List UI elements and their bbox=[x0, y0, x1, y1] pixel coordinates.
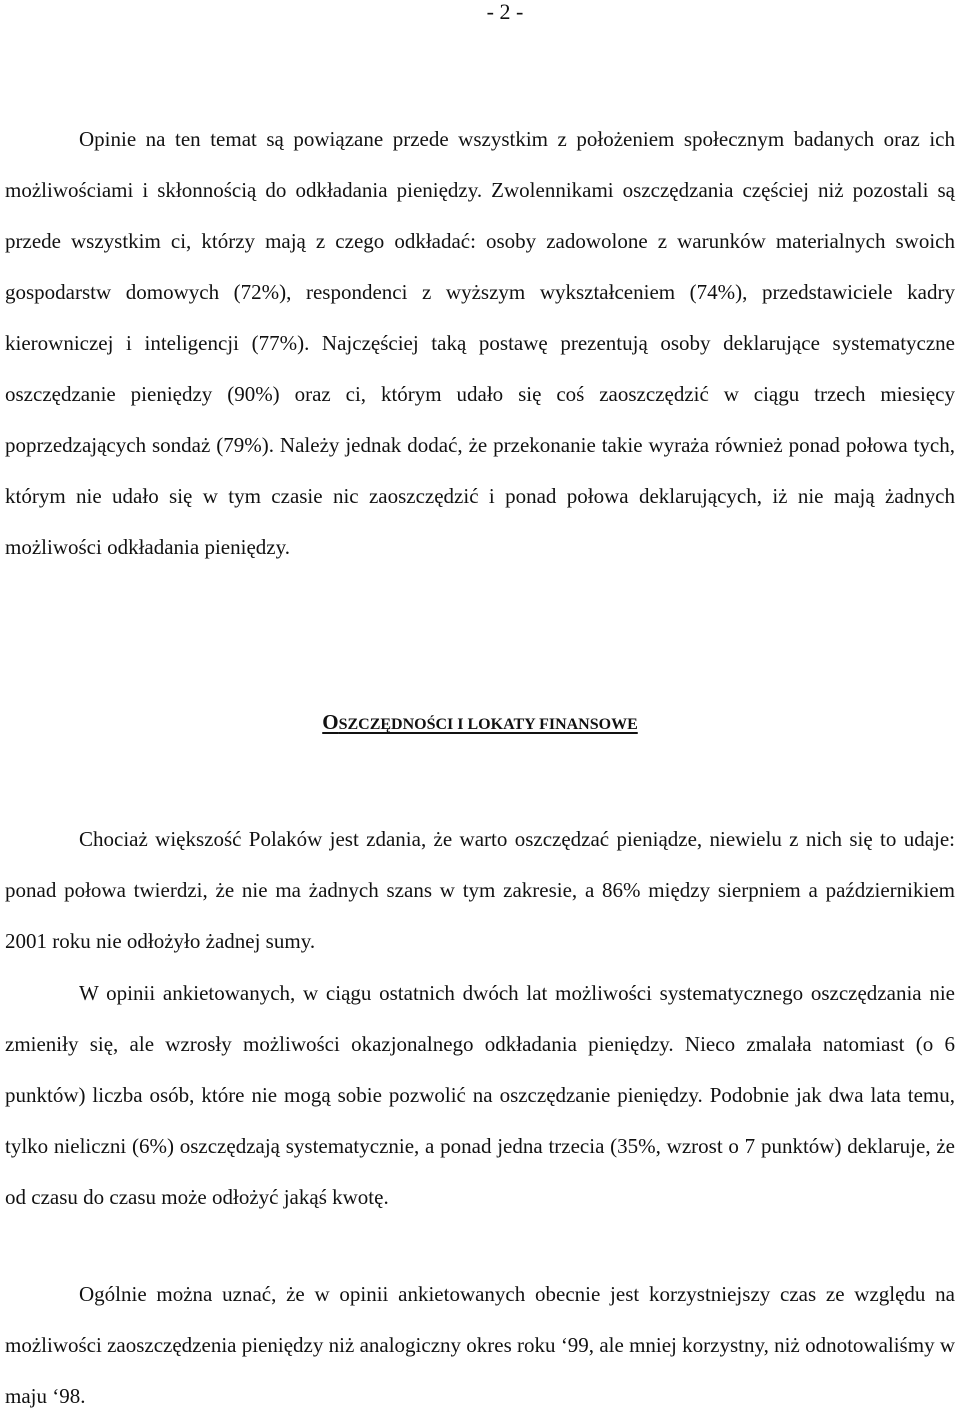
page-number: - 2 - bbox=[486, 0, 524, 24]
section-paragraph-1: Chociaż większość Polaków jest zdania, że warto oszczędzać pieniądze, niewielu z nich się to udaje: ponad połowa twierdzi, że nie ma żadnych szans w tym zakresie, a 86% między sierpniem a październikiem 2001 roku nie odłożyło żadnej sumy. bbox=[5, 827, 955, 953]
section-heading-rest: SZCZĘDNOŚCI I LOKATY FINANSOWE bbox=[338, 716, 638, 733]
intro-paragraph: Opinie na ten temat są powiązane przede wszystkim z położeniem społecznym badanych oraz ich możliwościami i skłonnością do odkładania pieniędzy. Zwolennikami oszczędzania częściej niż pozostali są przede wszystkim ci, którzy mają z czego odkładać: osoby zadowolone z warunków materialnych swoich gospodarstw domowych (72%), respondenci z wyższym wykształceniem (74%), przedstawiciele kadry kierowniczej i inteligencji (77%). Najczęściej taką postawę prezentują osoby deklarujące systematyczne oszczędzanie pieniędzy (90%) oraz ci, którym udało się coś zaoszczędzić w ciągu trzech miesięcy poprzedzających sondaż (79%). Należy jednak dodać, że przekonanie takie wyraża również ponad połowa tych, którym nie udało się w tym czasie nic zaoszczędzić i ponad połowa deklarujących, iż nie mają żadnych możliwości odkładania pieniędzy. bbox=[5, 127, 955, 559]
section-heading bbox=[0, 708, 960, 739]
section-paragraph-3: Ogólnie można uznać, że w opinii ankietowanych obecnie jest korzystniejszy czas ze względu na możliwości zaoszczędzenia pieniędzy niż analogiczny okres roku ‘99, ale mniej korzystny, niż odnotowaliśmy w maju ‘98. bbox=[5, 1282, 955, 1408]
section-paragraph-2: W opinii ankietowanych, w ciągu ostatnich dwóch lat możliwości systematycznego oszczędzania nie zmieniły się, ale wzrosły możliwości okazjonalnego odkładania pieniędzy. Nieco zmalała natomiast (o 6 punktów) liczba osób, które nie mogą sobie pozwolić na oszczędzanie pieniędzy. Podobnie jak dwa lata temu, tylko nieliczni (6%) oszczędzają systematycznie, a ponad jedna trzecia (35%, wzrost o 7 punktów) deklaruje, że od czasu do czasu może odłożyć jakąś kwotę. bbox=[5, 981, 955, 1209]
section-heading-first-letter: O bbox=[322, 710, 339, 734]
